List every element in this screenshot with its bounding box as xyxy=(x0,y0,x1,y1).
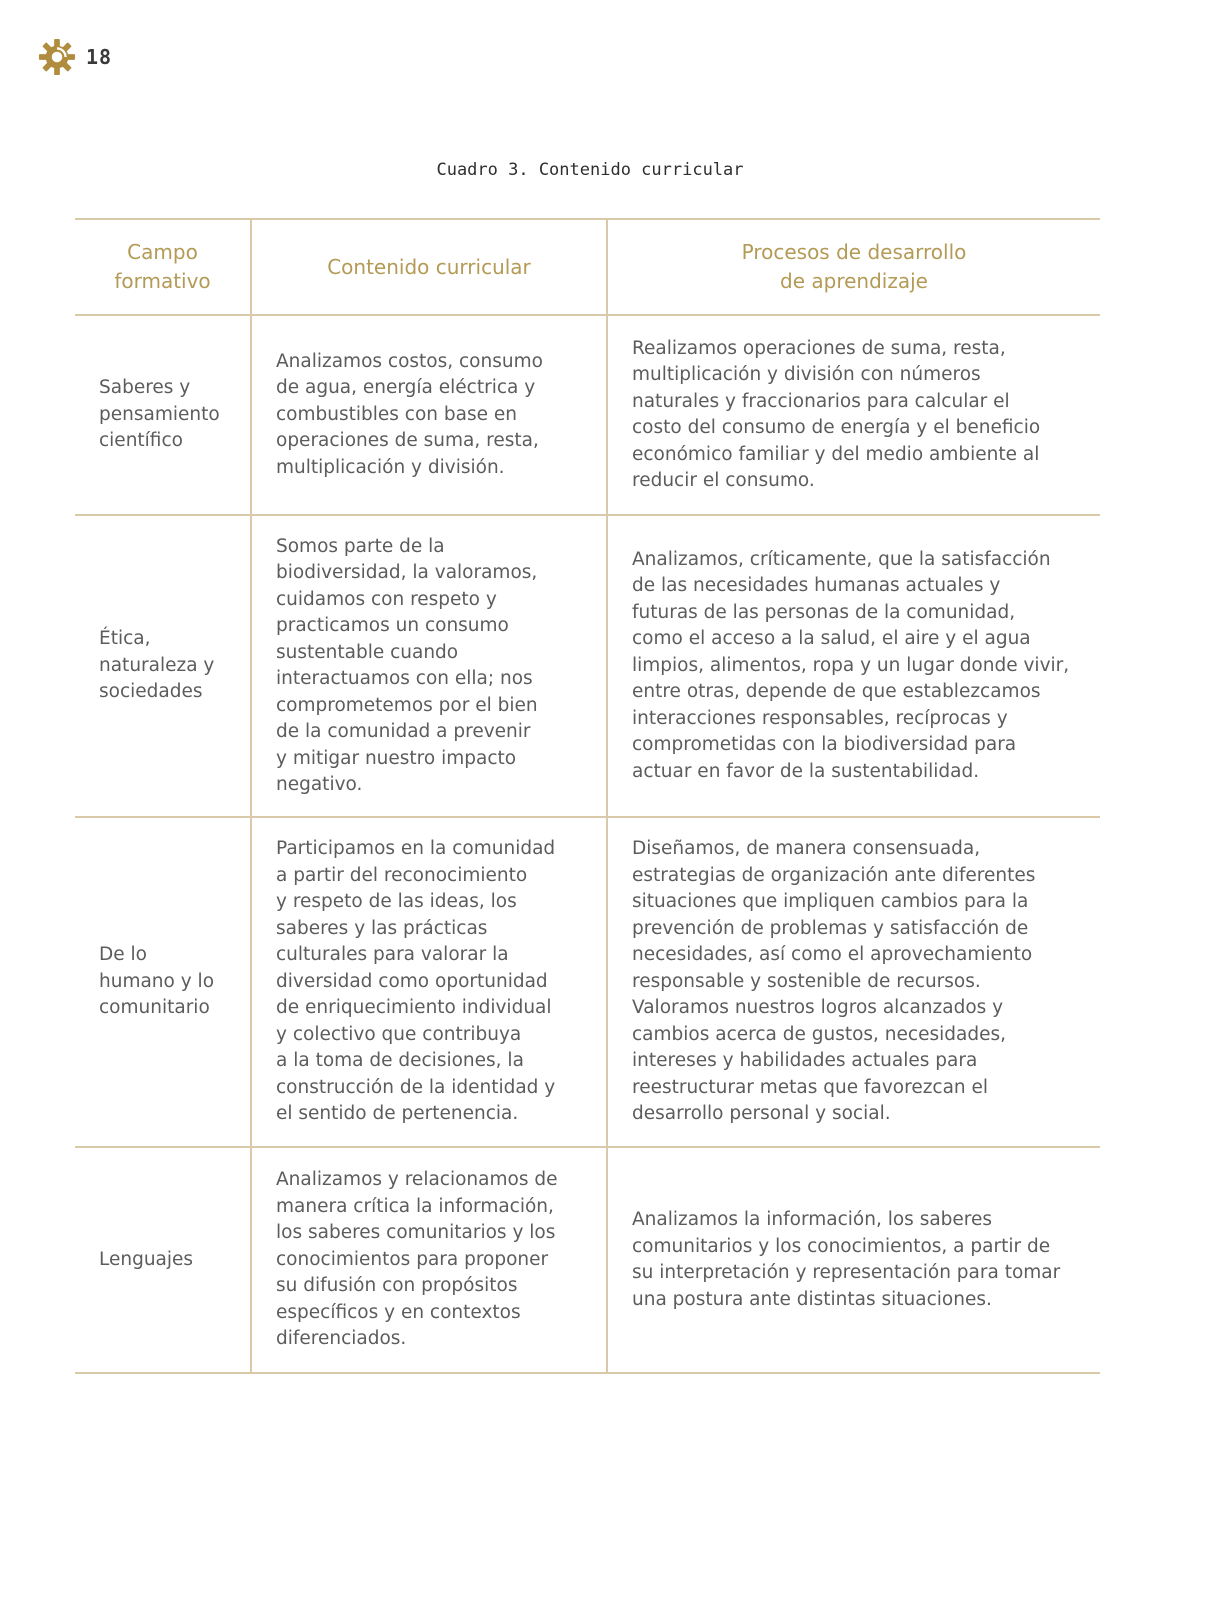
cell-campo: Lenguajes xyxy=(75,1147,251,1373)
table-row xyxy=(75,315,1100,515)
table-row xyxy=(75,817,1100,1147)
cell-procesos: Analizamos, críticamente, que la satisfacción de las necesidades humanas actuales y futuras de las personas de la comunidad, como el acceso a la salud, el aire y el agua limpios, alimentos, ropa y un lugar donde vivir, entre otras, depende de que establezcamos interacciones responsables, recíprocas y comprometidas con la biodiversidad para actuar en favor de la sustentabilidad. xyxy=(607,515,1100,817)
cell-contenido: Somos parte de la biodiversidad, la valoramos, cuidamos con respeto y practicamos un consumo sustentable cuando interactuamos con ella; nos comprometemos por el bien de la comunidad a prevenir y mitigar nuestro impacto negativo. xyxy=(251,515,607,817)
header-campo-formativo: Campo formativo xyxy=(75,219,251,315)
table-caption: Cuadro 3. Contenido curricular xyxy=(436,160,744,180)
page-number: 18 xyxy=(86,45,113,69)
table-row xyxy=(75,1147,1100,1373)
cell-campo: Ética, naturaleza y sociedades xyxy=(75,515,251,817)
page-header xyxy=(38,38,112,76)
gear-icon xyxy=(38,38,76,76)
cell-procesos: Diseñamos, de manera consensuada, estrategias de organización ante diferentes situaciones que impliquen cambios para la prevención de problemas y satisfacción de necesidades, así como el aprovechamiento responsable y sostenible de recursos. Valoramos nuestros logros alcanzados y cambios acerca de gustos, necesidades, intereses y habilidades actuales para reestructurar metas que favorezcan el desarrollo personal y social. xyxy=(607,817,1100,1147)
cell-contenido: Participamos en la comunidad a partir del reconocimiento y respeto de las ideas, los saberes y las prácticas culturales para valorar la diversidad como oportunidad de enriquecimiento individual y colectivo que contribuya a la toma de decisiones, la construcción de la identidad y el sentido de pertenencia. xyxy=(251,817,607,1147)
cell-procesos: Realizamos operaciones de suma, resta, multiplicación y división con números naturales y fraccionarios para calcular el costo del consumo de energía y el beneficio económico familiar y del medio ambiente al reducir el consumo. xyxy=(607,315,1100,515)
curriculum-table xyxy=(75,218,1100,1374)
table-row xyxy=(75,515,1100,817)
cell-contenido: Analizamos y relacionamos de manera crítica la información, los saberes comunitarios y los conocimientos para proponer su difusión con propósitos específicos y en contextos diferenciados. xyxy=(251,1147,607,1373)
header-contenido-curricular: Contenido curricular xyxy=(251,219,607,315)
cell-campo: De lo humano y lo comunitario xyxy=(75,817,251,1147)
cell-procesos: Analizamos la información, los saberes comunitarios y los conocimientos, a partir de su interpretación y representación para tomar una postura ante distintas situaciones. xyxy=(607,1147,1100,1373)
cell-campo: Saberes y pensamiento científico xyxy=(75,315,251,515)
table-header-row xyxy=(75,219,1100,315)
header-procesos: Procesos de desarrollo de aprendizaje xyxy=(607,219,1100,315)
cell-contenido: Analizamos costos, consumo de agua, energía eléctrica y combustibles con base en operaciones de suma, resta, multiplicación y división. xyxy=(251,315,607,515)
